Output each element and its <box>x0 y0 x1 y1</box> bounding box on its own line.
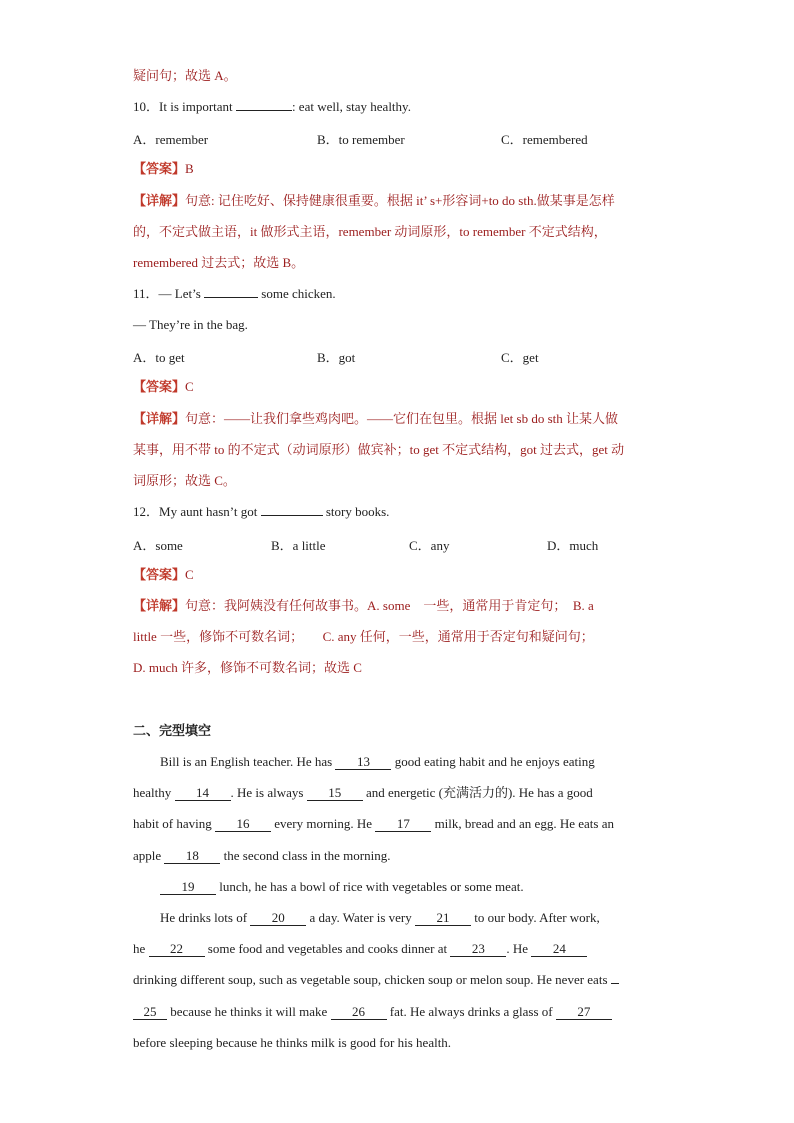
blank-18[interactable]: 18 <box>164 849 220 864</box>
blank-23[interactable]: 23 <box>450 942 506 957</box>
blank-14[interactable]: 14 <box>175 786 231 801</box>
question-12-blank[interactable] <box>261 515 323 516</box>
q11-answer: 【答案】C <box>133 379 194 394</box>
cloze-p2-line1: 19 lunch, he has a bowl of rice with vegetables or some meat. <box>160 878 524 896</box>
cloze-p3-line1: He drinks lots of 20 a day. Water is very 21 to our body. After work, <box>160 910 600 925</box>
section-heading-cloze: 二、完型填空 <box>133 723 212 738</box>
q10-option-a[interactable]: A．remember <box>133 132 209 147</box>
blank-16[interactable]: 16 <box>215 817 271 832</box>
cloze-p1-line2: healthy 14 . He is always 15 and energetic (充满活力的). He has a good <box>133 785 593 800</box>
question-10-stem: 10．It is important : eat well, stay healthy. <box>133 99 411 114</box>
cloze-p3-line4: 25 because he thinks it will make 26 fat. He always drinks a glass of 27 <box>133 1003 612 1021</box>
q11-detail-line2: 某事，用不带 to 的不定式（动词原形）做宾补；to get 不定式结构，got 过去式，get 动 <box>133 442 625 457</box>
q11-detail-line3: 词原形；故选 C。 <box>133 473 236 488</box>
cloze-p3-line2: he 22 some food and vegetables and cooks dinner at 23 . He 24 <box>133 940 587 958</box>
question-12-stem: 12．My aunt hasn’t got story books. <box>133 504 390 519</box>
blank-21[interactable]: 21 <box>415 911 471 926</box>
q12-detail-line3: D. much 许多，修饰不可数名词；故选 C <box>133 660 362 675</box>
q11-option-b[interactable]: B．got <box>317 350 356 365</box>
prev-explanation-tail: 疑问句；故选 A。 <box>133 68 237 83</box>
question-11-stem: 11．— Let’s some chicken. <box>133 286 336 301</box>
cloze-p3-line5: before sleeping because he thinks milk is good for his health. <box>133 1035 452 1050</box>
q12-detail: 【详解】句意：我阿姨没有任何故事书。A. some 一些，通常用于肯定句； B. a <box>133 598 594 613</box>
blank-25-start <box>611 983 619 984</box>
q10-detail-line2: 的，不定式做主语，it 做形式主语，remember 动词原形，to remember 不定式结构， <box>133 224 607 239</box>
blank-17[interactable]: 17 <box>375 817 431 832</box>
q11-option-c[interactable]: C．get <box>501 350 539 365</box>
blank-19[interactable]: 19 <box>160 880 216 895</box>
blank-20[interactable]: 20 <box>250 911 306 926</box>
q12-detail-line2: little 一些，修饰不可数名词； C. any 任何，一些，通常用于否定句和疑问句； <box>133 629 594 644</box>
q10-detail-line3: remembered 过去式；故选 B。 <box>133 255 305 270</box>
question-10-blank[interactable] <box>236 110 292 111</box>
q11-dialogue-reply: — They’re in the bag. <box>133 317 248 332</box>
cloze-p1-line4: apple 18 the second class in the morning. <box>133 848 391 863</box>
q12-option-b[interactable]: B．a little <box>271 538 326 553</box>
q12-option-c[interactable]: C．any <box>409 538 450 553</box>
q11-option-a[interactable]: A．to get <box>133 350 185 365</box>
blank-25[interactable]: 25 <box>133 1005 167 1020</box>
blank-22[interactable]: 22 <box>149 942 205 957</box>
cloze-p1-line1: Bill is an English teacher. He has 13 good eating habit and he enjoys eating <box>160 754 595 769</box>
blank-27[interactable]: 27 <box>556 1005 612 1020</box>
blank-15[interactable]: 15 <box>307 786 363 801</box>
q11-detail: 【详解】句意：——让我们拿些鸡肉吧。——它们在包里。根据 let sb do sth 让某人做 <box>133 411 618 426</box>
q10-detail: 【详解】句意: 记住吃好、保持健康很重要。根据 it’ s+形容词+to do sth.做某事是怎样 <box>133 193 615 208</box>
q10-option-b[interactable]: B．to remember <box>317 132 405 147</box>
q10-answer: 【答案】B <box>133 161 194 176</box>
q10-option-c[interactable]: C．remembered <box>501 132 588 147</box>
blank-13[interactable]: 13 <box>335 755 391 770</box>
q12-option-a[interactable]: A．some <box>133 538 183 553</box>
blank-26[interactable]: 26 <box>331 1005 387 1020</box>
q12-answer: 【答案】C <box>133 567 194 582</box>
question-11-blank[interactable] <box>204 297 258 298</box>
cloze-p1-line3: habit of having 16 every morning. He 17 milk, bread and an egg. He eats an <box>133 816 614 831</box>
blank-24[interactable]: 24 <box>531 942 587 957</box>
q12-option-d[interactable]: D．much <box>547 538 599 553</box>
cloze-p3-line3: drinking different soup, such as vegetable soup, chicken soup or melon soup. He never eats <box>133 971 619 989</box>
